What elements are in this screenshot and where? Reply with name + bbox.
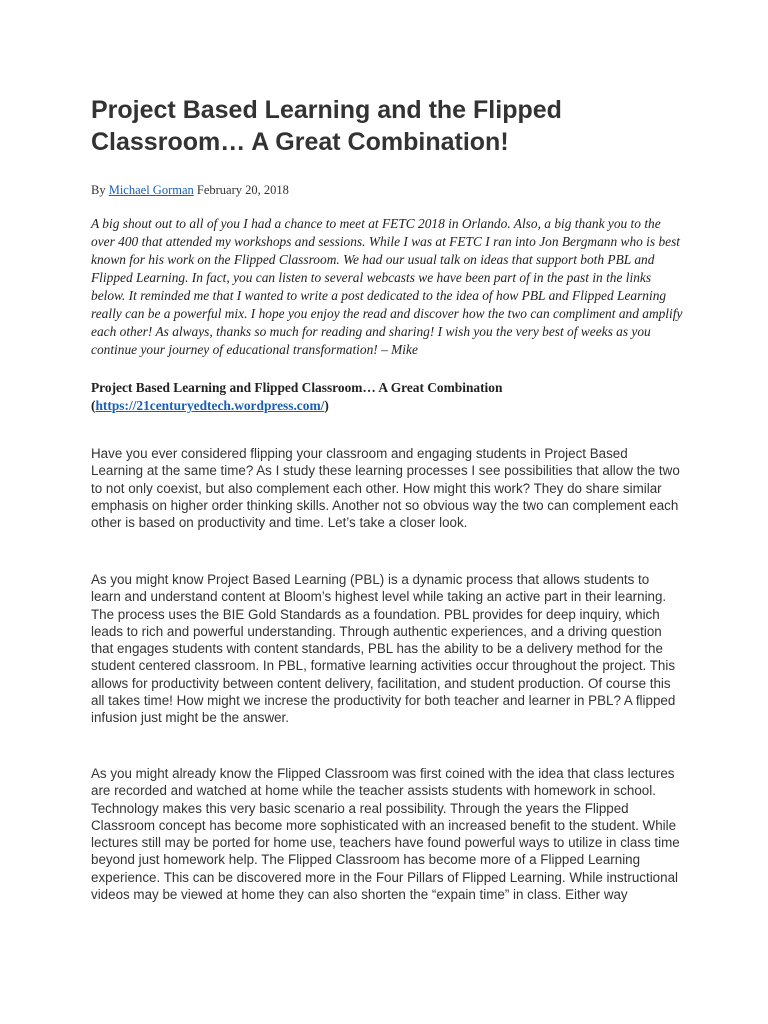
post-reference-open-paren: ( bbox=[91, 398, 96, 413]
post-reference-title: Project Based Learning and Flipped Classroom… A Great Combination bbox=[91, 380, 503, 395]
blog-link[interactable]: https://21centuryedtech.wordpress.com/ bbox=[95, 398, 325, 413]
byline bbox=[91, 182, 681, 198]
byline-prefix: By bbox=[91, 183, 109, 197]
body-paragraph: Have you ever considered flipping your classroom and engaging students in Project Based Learning at the same time? As I study these learning processes I see possibilities that allow the two to not only coexist, but also complement each other. How might this work? They do share similar emphasis on higher order thinking skills. Another not so obvious way the two can complement each other is based on productivity and time. Let’s take a closer look. bbox=[91, 446, 680, 531]
body-paragraph: As you might know Project Based Learning (PBL) is a dynamic process that allows students to learn and understand content at Bloom’s highest level while taking an active part in their learning. The process uses the BIE Gold Standards as a foundation. PBL provides for deep inquiry, which leads to rich and powerful understanding. Through authentic experiences, and a driving question that engages students with content standards, PBL has the ability to be a delivery method for the student centered classroom. In PBL, formative learning activities occur throughout the project. This allows for productivity between content delivery, facilitation, and student production. Of course this all takes time! How might we increse the productivity for both teacher and learner in PBL? A flipped infusion just might be the answer. bbox=[91, 572, 676, 726]
author-link[interactable]: Michael Gorman bbox=[108, 183, 194, 197]
body-paragraph: As you might already know the Flipped Classroom was first coined with the idea that class lectures are recorded and watched at home while the teacher assists students with homework in school. Technology makes this very basic scenario a real possibility. Through the years the Flipped Classroom concept has become more sophisticated with an increased benefit to the student. While lectures still may be ported for home use, teachers have found powerful ways to utilize in class time beyond just homework help. The Flipped Classroom has become more of a Flipped Learning experience. This can be discovered more in the Four Pillars of Flipped Learning. While instructional videos may be viewed at home they can also shorten the “expain time” in class. Either way bbox=[91, 766, 680, 903]
post-reference-close-paren: ) bbox=[324, 398, 329, 413]
post-date: February 20, 2018 bbox=[193, 183, 289, 197]
intro-paragraph: A big shout out to all of you I had a chance to meet at FETC 2018 in Orlando. Also, a big thank you to the over 400 that attended my workshops and sessions. While I was at FETC I ran into Jon Bergmann who is best known for his work on the Flipped Classroom. We had our usual talk on ideas that support both PBL and Flipped Learning. In fact, you can listen to several webcasts we have been part of in the past in the links below. It reminded me that I wanted to write a post dedicated to the idea of how PBL and Flipped Learning really can be a powerful mix. I hope you enjoy the read and discover how the two can compliment and amplify each other! As always, thanks so much for reading and sharing! I wish you the very best of weeks as you continue your journey of educational transformation! – Mike bbox=[91, 216, 683, 357]
post-reference bbox=[91, 379, 683, 415]
article-title: Project Based Learning and the Flipped Classroom… A Great Combination! bbox=[91, 96, 562, 156]
